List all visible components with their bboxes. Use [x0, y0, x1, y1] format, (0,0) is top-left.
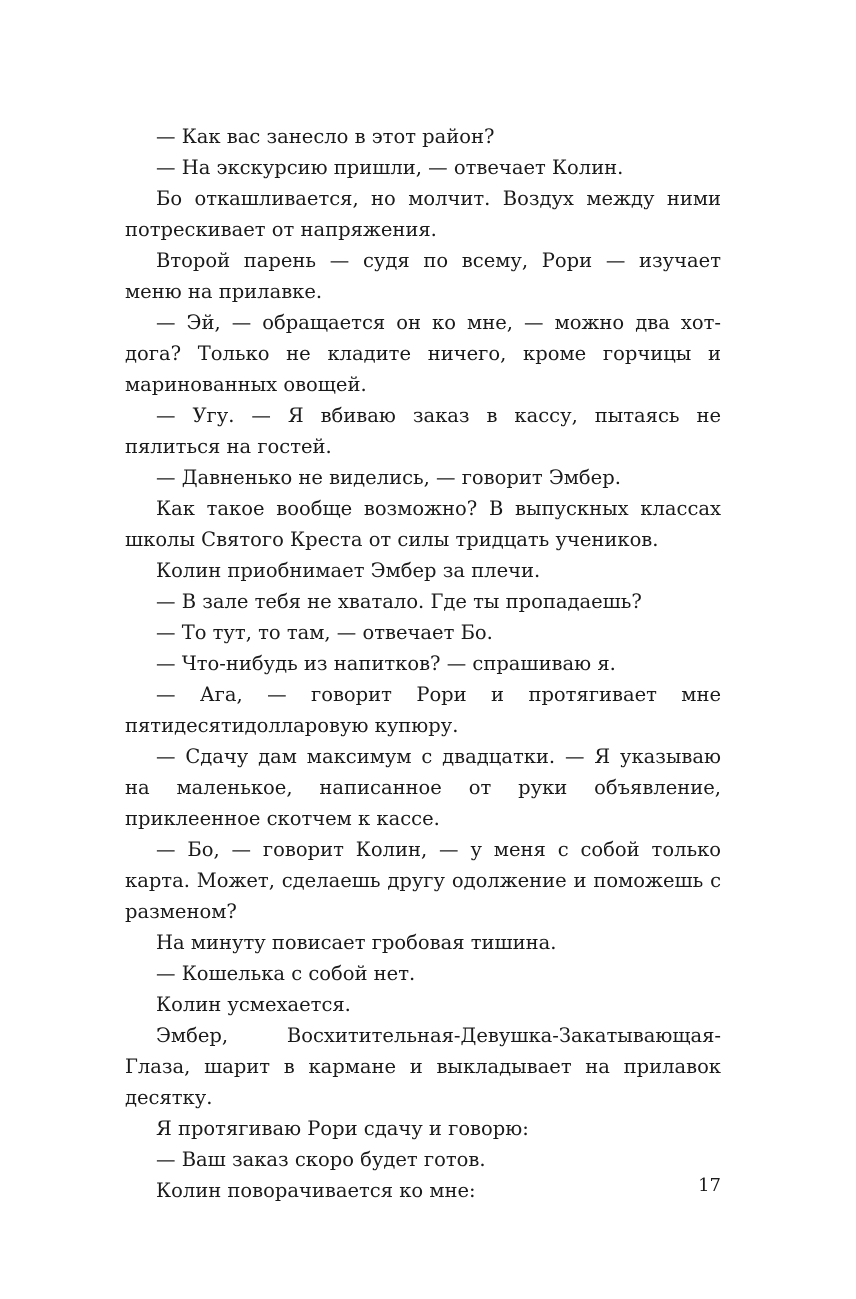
- paragraph: Колин усмехается.: [156, 993, 351, 1016]
- paragraph: Как такое вообще возможно? В выпускных классах школы Святого Креста от силы тридцать учеников.: [125, 497, 721, 551]
- paragraph: Бо откашливается, но молчит. Воздух между ними потрескивает от напряжения.: [125, 187, 721, 241]
- paragraph: — То тут, то там, — отвечает Бо.: [156, 621, 493, 644]
- paragraph: — Сдачу дам максимум с двадцатки. — Я указываю на маленькое, написанное от руки объявление, приклеенное скотчем к кассе.: [125, 745, 721, 830]
- body-text: [125, 121, 721, 1206]
- paragraph: — Эй, — обращается он ко мне, — можно два хот-дога? Только не кладите ничего, кроме горчицы и маринованных овощей.: [125, 311, 721, 396]
- paragraph: Второй парень — судя по всему, Рори — изучает меню на прилавке.: [125, 249, 721, 303]
- page-number: 17: [698, 1175, 721, 1196]
- paragraph: Колин приобнимает Эмбер за плечи.: [156, 559, 541, 582]
- paragraph: — В зале тебя не хватало. Где ты пропадаешь?: [156, 590, 642, 613]
- paragraph: — Ваш заказ скоро будет готов.: [156, 1148, 486, 1171]
- paragraph: — Давненько не виделись, — говорит Эмбер.: [156, 466, 621, 489]
- paragraph: Колин поворачивается ко мне:: [156, 1179, 476, 1202]
- paragraph: На минуту повисает гробовая тишина.: [156, 931, 557, 954]
- paragraph: — Кошелька с собой нет.: [156, 962, 416, 985]
- paragraph: Я протягиваю Рори сдачу и говорю:: [156, 1117, 529, 1140]
- paragraph: — На экскурсию пришли, — отвечает Колин.: [156, 156, 624, 179]
- paragraph: — Что-нибудь из напитков? — спрашиваю я.: [156, 652, 616, 675]
- paragraph: — Бо, — говорит Колин, — у меня с собой только карта. Может, сделаешь другу одолжение и поможешь с разменом?: [125, 838, 721, 923]
- paragraph: Эмбер, Восхитительная-Девушка-Закатывающая-Глаза, шарит в кармане и выкладывает на прилавок десятку.: [125, 1024, 721, 1109]
- paragraph: — Угу. — Я вбиваю заказ в кассу, пытаясь не пялиться на гостей.: [125, 404, 721, 458]
- paragraph: — Ага, — говорит Рори и протягивает мне пятидесятидолларовую купюру.: [125, 683, 721, 737]
- paragraph: — Как вас занесло в этот район?: [156, 125, 495, 148]
